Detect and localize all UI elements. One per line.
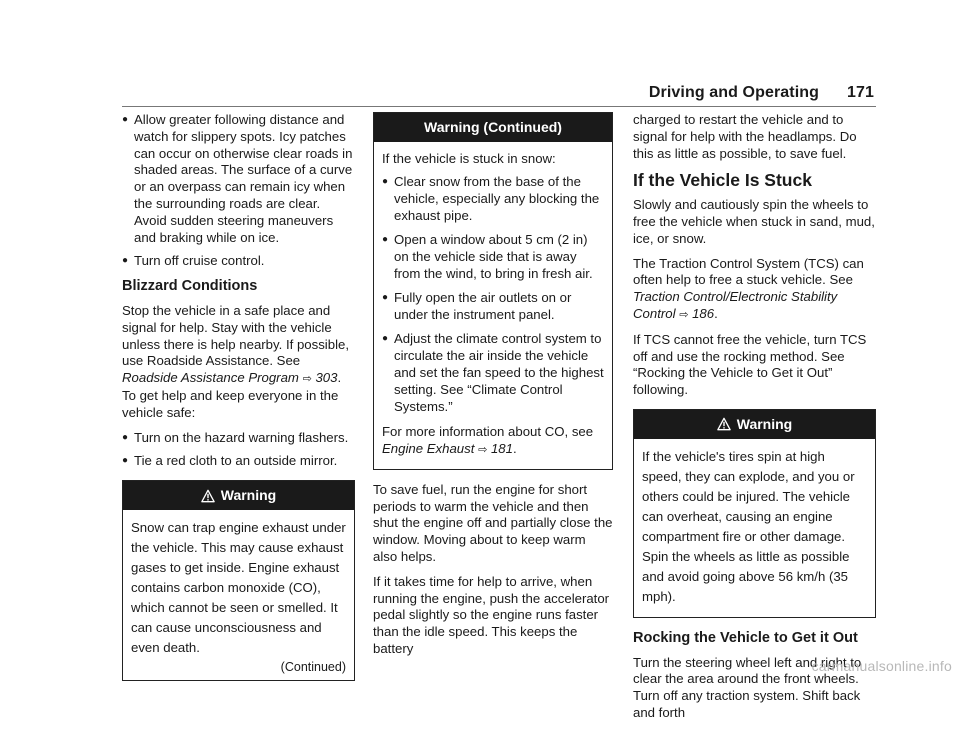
warning-title: Warning xyxy=(220,487,277,504)
save-fuel-paragraph: To save fuel, run the engine for short periods to warm the vehicle and then shut the engine off and partially close the window. Moving about to keep warm also helps. xyxy=(373,481,613,564)
warning-box xyxy=(122,480,355,681)
section-title: Driving and Operating xyxy=(648,84,819,101)
snow-bullet-list xyxy=(382,173,604,415)
list-item: ● Tie a red cloth to an outside mirror. xyxy=(122,453,338,469)
rocking-paragraph: Turn the steering wheel left and right to clear the area around the front wheels. Turn off any traction system. Shift back and forth xyxy=(633,654,862,720)
roadside-assistance-link[interactable]: Roadside Assistance Program xyxy=(122,370,299,386)
warning-continued-title: Warning (Continued) xyxy=(424,119,562,135)
bullet-icon: ● xyxy=(382,291,389,303)
warning-triangle-icon xyxy=(717,417,731,431)
blizzard-bullet-list xyxy=(122,430,355,471)
page-ref-number[interactable]: 303 xyxy=(315,370,338,386)
bullet-icon: ● xyxy=(122,455,129,467)
tire-warning-box xyxy=(633,409,876,618)
bullet-icon: ● xyxy=(122,114,129,125)
stuck-paragraph-1: Slowly and cautiously spin the wheels to free the vehicle when stuck in sand, mud, ice, or snow. xyxy=(633,197,875,246)
warning-continued-header xyxy=(374,113,612,142)
page-header xyxy=(649,84,874,102)
bullet-icon: ● xyxy=(382,233,389,245)
bullet-icon: ● xyxy=(382,332,389,344)
bullet-icon: ● xyxy=(122,255,129,267)
page-number: 171 xyxy=(847,84,874,101)
stuck-paragraph-2: The Traction Control System (TCS) can often help to free a stuck vehicle. See Traction Control/Electronic Stability Control ⇨ 186. xyxy=(633,255,864,321)
blizzard-heading: Blizzard Conditions xyxy=(122,278,258,295)
blizzard-paragraph: Stop the vehicle in a safe place and signal for help. Stay with the vehicle unless there is help nearby. If possible, use Roadside Assistance. See Roadside Assistance Program ⇨ 303. To get help and keep everyone in the vehicle safe: xyxy=(122,302,350,420)
header-rule xyxy=(122,106,876,107)
list-item: ● Open a window about 5 cm (2 in) on the vehicle side that is away from the wind, to bring in fresh air. xyxy=(382,231,593,281)
list-item: ● Fully open the air outlets on or under the instrument panel. xyxy=(382,289,572,322)
list-item: ● Turn off cruise control. xyxy=(122,253,265,269)
co-info: For more information about CO, see Engine Exhaust ⇨ 181. xyxy=(382,423,594,456)
page-ref-icon: ⇨ xyxy=(679,308,689,321)
idle-paragraph: If it takes time for help to arrive, when running the engine, push the accelerator pedal slightly so the engine runs faster than the idle speed. This keeps the battery xyxy=(373,573,610,656)
watermark: carmanualsonline.info xyxy=(811,658,952,674)
tire-warning-body: If the vehicle's tires spin at high speed, they can explode, and you or others could be injured. The vehicle can overheat, causing an engine compartment fire or other damage. Spin the wheels as little as possible and avoid going above 56 km/h (35 mph). xyxy=(642,448,855,604)
warning-triangle-icon xyxy=(201,489,215,503)
tire-warning-header xyxy=(634,410,875,439)
list-item: ● Turn on the hazard warning flashers. xyxy=(122,429,349,445)
column-3 xyxy=(633,112,876,730)
list-item: ● Allow greater following distance and watch for slippery spots. Icy patches can occur on otherwise clear roads in shaded areas. The surface of a curve or an overpass can remain icy when the surrounding roads are clear. Avoid sudden steering maneuvers and braking while on ice. xyxy=(122,112,353,245)
page-ref-number[interactable]: 181 xyxy=(490,440,513,456)
rocking-heading: Rocking the Vehicle to Get it Out xyxy=(633,629,858,646)
warning-header xyxy=(123,481,354,510)
continued-paragraph: charged to restart the vehicle and to signal for help with the headlamps. Do this as little as possible, to save fuel. xyxy=(633,112,857,161)
list-item: ● Clear snow from the base of the vehicle, especially any blocking the exhaust pipe. xyxy=(382,173,600,223)
column-1 xyxy=(122,112,355,693)
page-ref-number[interactable]: 186 xyxy=(692,305,715,321)
list-item: ● Adjust the climate control system to circulate the air inside the vehicle and set the fan speed to the highest setting. See “Climate Control Systems.” xyxy=(382,330,604,414)
warning-body: Snow can trap engine exhaust under the vehicle. This may cause exhaust gases to get inside. Engine exhaust contains carbon monoxide (CO), which cannot be seen or smelled. It can cause unconsciousness and even death. (Continued) xyxy=(131,519,346,674)
page-ref-icon: ⇨ xyxy=(478,443,488,456)
engine-exhaust-link[interactable]: Engine Exhaust xyxy=(382,440,475,456)
continued-label: (Continued) xyxy=(280,659,346,674)
bullet-icon: ● xyxy=(122,431,129,443)
column-2 xyxy=(373,112,613,666)
ice-bullet-list xyxy=(122,112,355,270)
footer xyxy=(0,656,960,678)
bullet-icon: ● xyxy=(382,175,389,187)
warning-continued-box xyxy=(373,112,613,470)
page-ref-icon: ⇨ xyxy=(302,373,312,386)
warning-continued-body: If the vehicle is stuck in snow: ● Clear snow from the base of the vehicle, especially any blocking the exhaust pipe. ● Open a window about 5 cm (2 in) on the vehicle side that is away from the wind, to bring in fresh air. ● Fully open the air outlets on or under the instrument panel. ● Adjust the climate control system to circulate the air inside the vehicle and set the fan speed to the highest setting. See “Climate Control Systems.” For more information about CO, see Engine Exhaust ⇨ 181. xyxy=(374,142,612,469)
tire-warning-title: Warning xyxy=(736,415,793,432)
stuck-heading: If the Vehicle Is Stuck xyxy=(633,170,812,191)
stuck-paragraph-3: If TCS cannot free the vehicle, turn TCS off and use the rocking method. See “Rocking the Vehicle to Get it Out” following. xyxy=(633,331,867,398)
traction-control-link[interactable]: Traction Control/Electronic Stability Control xyxy=(633,289,838,321)
